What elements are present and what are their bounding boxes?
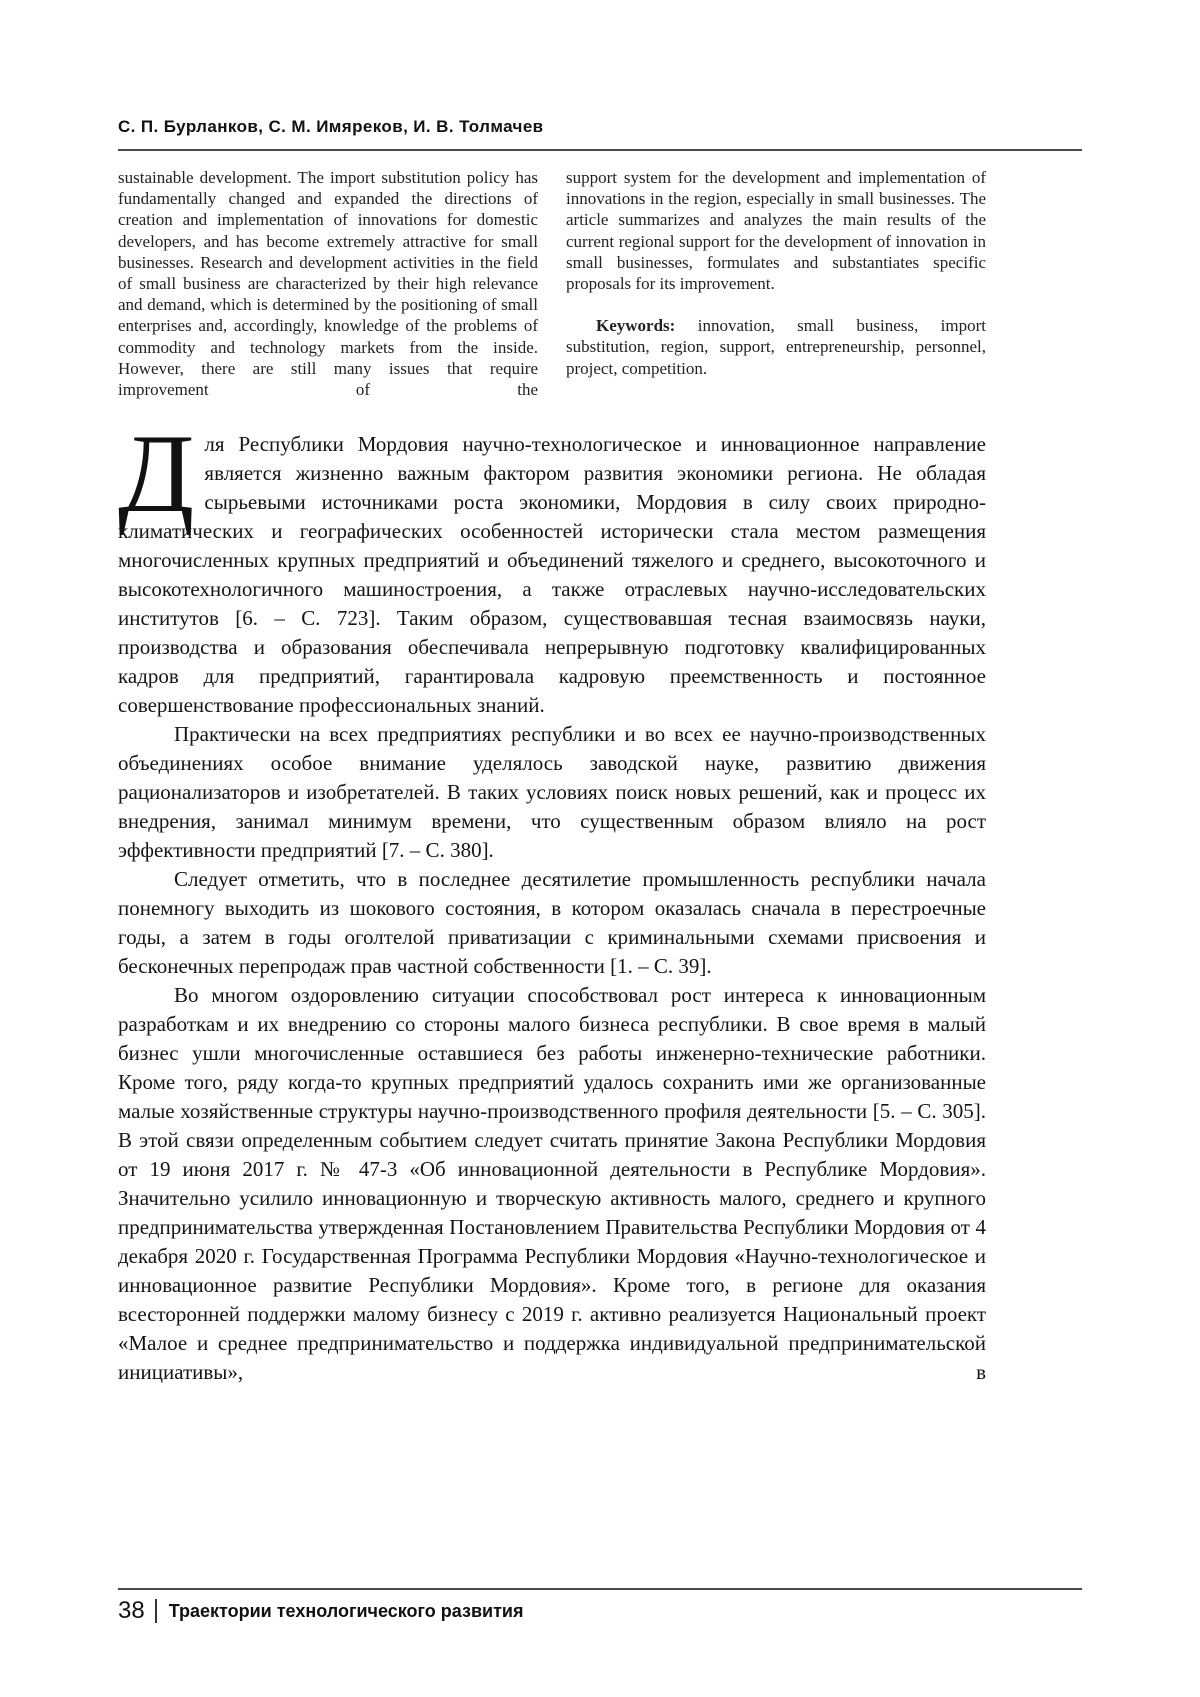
- authors-line: С. П. Бурланков, С. М. Имяреков, И. В. Толмачев: [118, 117, 544, 136]
- abstract-right-text: support system for the development and implementation of innovations in the region, especially in small businesses. The article summarizes and analyzes the main results of the current regional support for the development of innovation in small businesses, formulates and substantiates specific proposals for its improvement.: [566, 168, 986, 294]
- keywords-label: Keywords:: [596, 316, 676, 336]
- paragraph-3: Следует отметить, что в последнее десятилетие промышленность республики начала понемногу выходить из шокового состояния, в котором оказалась сначала в перестроечные годы, а затем в годы оголтелой приватизации с криминальными схемами присвоения и бесконечных перепродаж прав частной собственности [1. – С. 39].: [118, 867, 986, 978]
- header-rule: [118, 149, 1082, 151]
- abstract-section: [118, 167, 986, 400]
- footer-divider: [155, 1599, 157, 1623]
- paragraph-2: Практически на всех предприятиях республики и во всех ее научно-производственных объединениях особое внимание уделялось заводской науке, развитию движения рационализаторов и изобретателей. В таких условиях поиск новых решений, как и процесс их внедрения, занимал минимум времени, что существенным образом влияло на рост эффективности предприятий [7. – С. 380].: [118, 722, 986, 862]
- paragraph-1-text: ля Республики Мордовия научно-технологическое и инновационное направление является жизненно важным фактором развития экономики региона. Не обладая сырьевыми источниками роста экономики, Мордовия в силу своих природно-климатических и географических особенностей исторически стала местом размещения многочисленных крупных предприятий и объединений тяжелого и среднего, высокоточного и высокотехнологичного машиностроения, а также отраслевых научно-исследовательских институтов [6. – С. 723]. Таким образом, существовавшая тесная взаимосвязь науки, производства и образования обеспечивала непрерывную подготовку квалифицированных кадров для предприятий, гарантировала кадровую преемственность и постоянное совершенствование профессиональных знаний.: [118, 432, 986, 717]
- page-number: 38: [118, 1597, 145, 1624]
- footer: [118, 1597, 1082, 1625]
- footer-rule: [118, 1588, 1082, 1590]
- keywords-paragraph: [566, 315, 986, 379]
- paragraph-1: [118, 412, 986, 720]
- drop-cap: Д: [118, 412, 195, 536]
- keywords-text: innovation, small business, import substitution, region, support, entrepreneurship, personnel, project, competition.: [566, 316, 986, 378]
- paragraph-4: Во многом оздоровлению ситуации способствовал рост интереса к инновационным разработкам и их внедрению со стороны малого бизнеса республики. В свое время в малый бизнес ушли многочисленные оставшиеся без работы инженерно-технические работники. Кроме того, ряду когда-то крупных предприятий удалось сохранить ими же организованные малые хозяйственные структуры научно-производственного профиля деятельности [5. – С. 305]. В этой связи определенным событием следует считать принятие Закона Республики Мордовия от 19 июня 2017 г. № 47-3 «Об инновационной деятельности в Республике Мордовия». Значительно усилило инновационную и творческую активность малого, среднего и крупного предпринимательства утвержденная Постановлением Правительства Республики Мордовия от 4 декабря 2020 г. Государственная Программа Республики Мордовия «Научно-технологическое и инновационное развитие Республики Мордовия». Кроме того, в регионе для оказания всесторонней поддержки малому бизнесу с 2019 г. активно реализуется Национальный проект «Малое и среднее предпринимательство и поддержка индивидуальной предпринимательской инициативы», в: [118, 983, 986, 1384]
- abstract-left-column: [118, 167, 538, 400]
- abstract-right-column: [566, 167, 986, 400]
- abstract-left-text: sustainable development. The import substitution policy has fundamentally changed and expanded the directions of creation and implementation of innovations for domestic developers, and has become extremely attractive for small businesses. Research and development activities in the field of small business are characterized by their high relevance and demand, which is determined by the positioning of small enterprises and, accordingly, knowledge of the problems of commodity and technology markets from the inside. However, there are still many issues that require improvement of the: [118, 168, 538, 400]
- journal-title: Траектории технологического развития: [168, 1600, 524, 1621]
- article-body: [118, 412, 986, 1387]
